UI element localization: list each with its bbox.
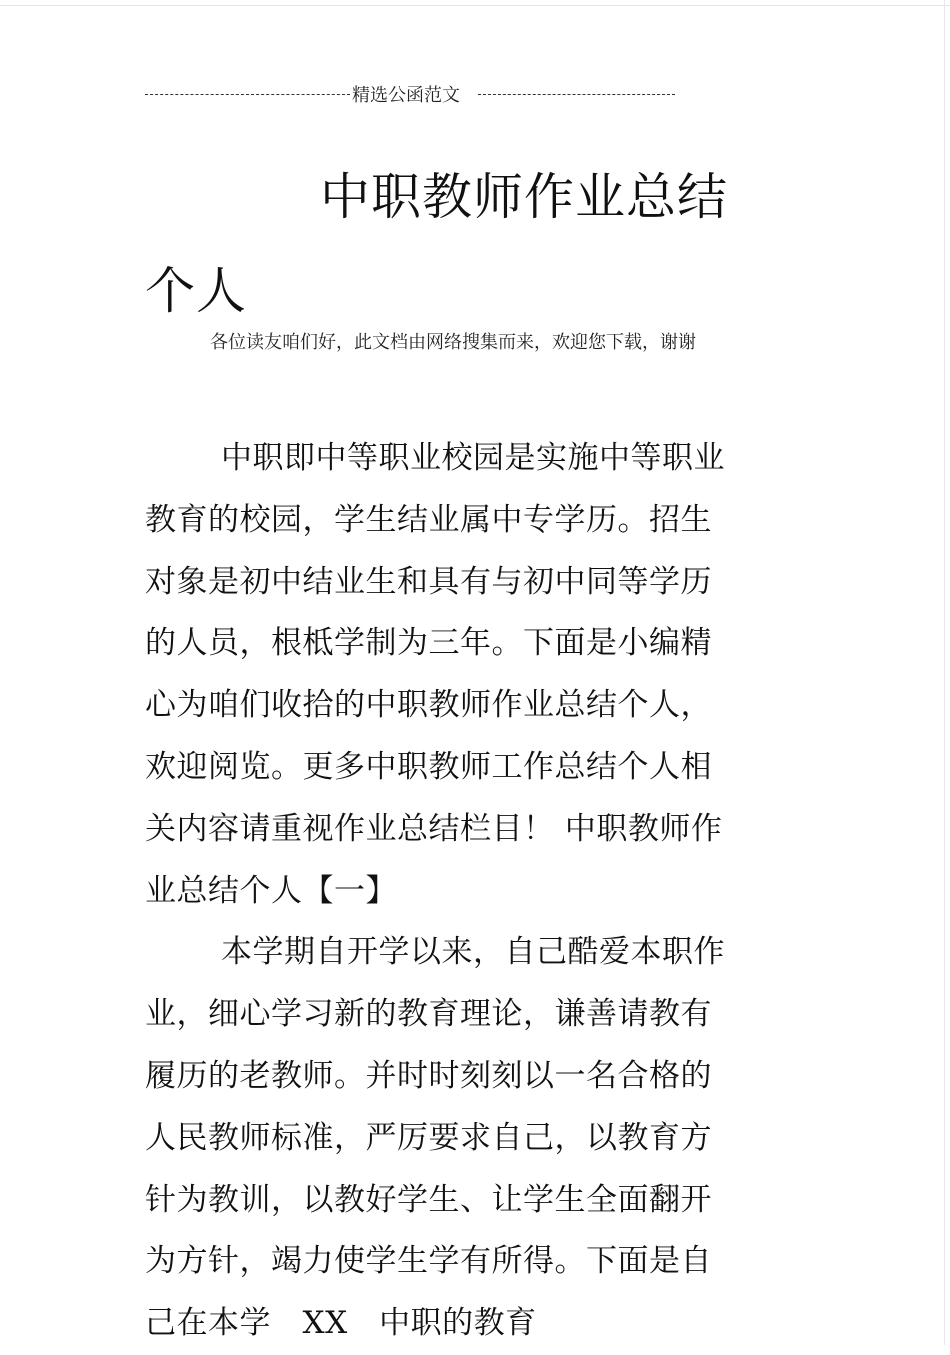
page-right-edge (944, 0, 945, 1345)
page-top-edge (0, 5, 950, 6)
header-dashes-left (145, 94, 350, 95)
page-header (145, 84, 675, 104)
document-body (145, 428, 740, 1355)
document-subtitle: 各位读友咱们好，此文档由网络搜集而来，欢迎您下载，谢谢 (210, 332, 696, 353)
document-title: 中职教师作业总结个人 (145, 168, 728, 320)
header-dashes-right (478, 94, 675, 95)
body-paragraph-1: 中职即中等职业校园是实施中等职业教育的校园，学生结业属中专学历。招生对象是初中结业生和具有与初中同等学历的人员，根柢学制为三年。下面是小编精心为咱们收拾的中职教师作业总结个人，欢迎阅览。更多中职教师工作总结个人相关内容请重视作业总结栏目！ 中职教师作业总结个人【一】 (145, 440, 725, 909)
body-paragraph-2: 本学期自开学以来，自己酷爱本职作业，细心学习新的教育理论，谦善请教有履历的老教师。并时时刻刻以一名合格的人民教师标准，严厉要求自己，以教育方针为教训，以教好学生、让学生全面翻开为方针，竭力使学生学有所得。下面是自己在本学 XX 中职的教育 (145, 934, 725, 1342)
header-label: 精选公函范文 (352, 85, 460, 106)
